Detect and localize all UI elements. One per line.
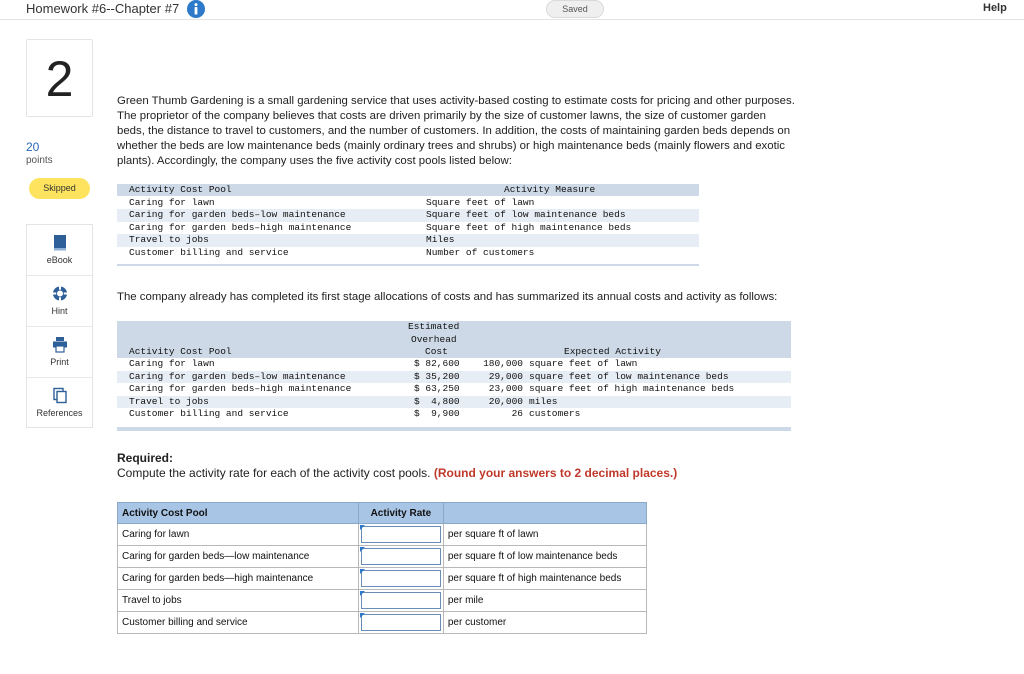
activity-rate-input-lawn[interactable] — [361, 526, 441, 543]
table-row — [117, 234, 699, 247]
header-cost-line: Estimated — [408, 321, 460, 332]
activity-pools-table — [117, 184, 699, 266]
intro-line: whether the beds are low maintenance beds (mainly ordinary trees and shrubs) or high maintenance beds (mainly flowers and exotic — [117, 140, 785, 152]
activity-rate-cell — [358, 612, 443, 634]
rounding-note: (Round your answers to 2 decimal places.) — [433, 466, 678, 480]
overhead-cost: $ 63,250 — [414, 383, 460, 394]
saved-status-badge: Saved — [546, 0, 604, 18]
ebook-icon — [52, 234, 68, 251]
table-row — [118, 590, 647, 612]
pool-name: Caring for garden beds–low maintenance — [129, 209, 346, 220]
answer-table — [117, 502, 647, 634]
table-bottom-rule — [117, 427, 791, 431]
table-spacer — [117, 259, 699, 264]
activity-rate-cell — [358, 546, 443, 568]
required-instructions — [117, 466, 677, 480]
pool-measure: Square feet of lawn — [426, 196, 535, 208]
intro-line: beds, the distance to travel to customers, and the number of customers. In addition, the costs of maintaining garden beds depends on — [117, 125, 791, 137]
overhead-cost: $ 9,900 — [414, 408, 460, 419]
activity-rate-input-billing[interactable] — [361, 614, 441, 631]
rate-unit: per square ft of lawn — [443, 524, 646, 546]
hint-icon — [52, 285, 68, 302]
references-button[interactable] — [27, 378, 92, 429]
print-button[interactable] — [27, 327, 92, 378]
activity-rate-cell — [358, 590, 443, 612]
table-row — [118, 568, 647, 590]
table-row — [118, 524, 647, 546]
pool-name: Caring for garden beds—low maintenance — [118, 546, 359, 568]
rate-unit: per square ft of high maintenance beds — [443, 568, 646, 590]
intro-line: Green Thumb Gardening is a small gardening service that uses activity-based costing to estimate costs for pricing and other purposes. — [117, 95, 795, 107]
table-row — [118, 546, 647, 568]
answer-header-row — [118, 503, 647, 524]
hint-label: Hint — [51, 306, 68, 316]
header-activity-cost-pool: Activity Cost Pool — [129, 184, 232, 195]
ebook-label: eBook — [46, 255, 73, 265]
pool-name: Customer billing and service — [129, 246, 289, 258]
table-row — [117, 197, 699, 210]
table-row — [118, 612, 647, 634]
header-cost-line: Overhead — [411, 333, 457, 345]
header-expected-activity: Expected Activity — [564, 346, 661, 357]
input-marker-icon — [360, 547, 365, 552]
activity-rate-cell — [358, 524, 443, 546]
activity-unit: customers — [529, 408, 581, 419]
pool-name: Travel to jobs — [129, 395, 209, 407]
tools-panel — [26, 224, 93, 428]
overhead-cost: $ 82,600 — [414, 358, 460, 369]
print-icon — [52, 336, 68, 353]
intro-line: plants). Accordingly, the company uses the five activity cost pools listed below: — [117, 155, 512, 167]
header-activity-cost-pool: Activity Cost Pool — [129, 346, 232, 357]
pool-measure: Square feet of high maintenance beds — [426, 221, 632, 233]
header-unit — [443, 503, 646, 524]
overhead-cost: $ 4,800 — [414, 395, 460, 407]
summary-text: The company already has completed its first stage allocations of costs and has summarized its annual costs and activity as follows: — [117, 291, 778, 303]
input-marker-icon — [360, 569, 365, 574]
pool-name: Caring for garden beds–high maintenance — [129, 221, 352, 233]
ebook-button[interactable] — [27, 225, 92, 276]
pool-measure: Miles — [426, 234, 455, 245]
points-label: points — [26, 155, 53, 166]
rate-unit: per customer — [443, 612, 646, 634]
hint-button[interactable] — [27, 276, 92, 327]
table-row — [117, 209, 699, 222]
costs-activity-table — [117, 321, 791, 432]
question-number: 2 — [26, 39, 93, 117]
pool-name: Caring for garden beds—high maintenance — [118, 568, 359, 590]
pool-measure: Number of customers — [426, 246, 535, 258]
header-activity-measure: Activity Measure — [504, 184, 596, 195]
activity-unit: square feet of lawn — [529, 358, 638, 369]
activity-rate-cell — [358, 568, 443, 590]
overhead-cost: $ 35,200 — [414, 370, 460, 382]
activity-unit: miles — [529, 395, 558, 407]
intro-line: The proprietor of the company believes that costs are driven primarily by the size of customer lawns, the size of customer garden — [117, 110, 766, 122]
activity-qty: 23,000 — [488, 383, 523, 394]
input-marker-icon — [360, 613, 365, 618]
table-header-row — [117, 184, 699, 197]
activity-unit: square feet of high maintenance beds — [529, 383, 735, 394]
rate-unit: per mile — [443, 590, 646, 612]
pool-name: Customer billing and service — [129, 408, 289, 419]
activity-qty: 20,000 — [488, 395, 523, 407]
rate-unit: per square ft of low maintenance beds — [443, 546, 646, 568]
required-text: Compute the activity rate for each of the activity cost pools. — [117, 466, 431, 480]
references-label: References — [36, 408, 83, 418]
assignment-title: Homework #6--Chapter #7 — [26, 1, 180, 16]
table-row — [117, 247, 699, 260]
print-label: Print — [50, 357, 69, 367]
activity-rate-input-low-maintenance[interactable] — [361, 548, 441, 565]
references-icon — [52, 387, 68, 404]
info-icon[interactable] — [187, 0, 205, 18]
activity-qty: 180,000 — [483, 358, 523, 369]
activity-unit: square feet of low maintenance beds — [529, 370, 729, 382]
pool-name: Travel to jobs — [118, 590, 359, 612]
activity-rate-input-high-maintenance[interactable] — [361, 570, 441, 587]
top-bar — [0, 0, 1024, 20]
required-heading: Required: — [117, 451, 174, 465]
pool-name: Caring for lawn — [129, 196, 215, 208]
points-value: 20 — [26, 140, 40, 154]
header-activity-cost-pool: Activity Cost Pool — [118, 503, 359, 524]
input-marker-icon — [360, 591, 365, 596]
pool-name: Customer billing and service — [118, 612, 359, 634]
problem-intro — [117, 94, 795, 169]
header-cost-line: Cost — [425, 346, 448, 357]
help-link[interactable]: Help — [983, 2, 1007, 14]
activity-qty: 26 — [511, 408, 523, 419]
pool-name: Caring for lawn — [129, 358, 215, 369]
activity-rate-input-travel[interactable] — [361, 592, 441, 609]
table-row — [117, 222, 699, 235]
pool-measure: Square feet of low maintenance beds — [426, 209, 626, 220]
activity-qty: 29,000 — [488, 370, 523, 382]
input-marker-icon — [360, 525, 365, 530]
pool-name: Caring for garden beds–high maintenance — [129, 383, 352, 394]
header-activity-rate: Activity Rate — [358, 503, 443, 524]
pool-name: Travel to jobs — [129, 234, 209, 245]
skipped-badge: Skipped — [29, 178, 90, 199]
pool-name: Caring for lawn — [118, 524, 359, 546]
pool-name: Caring for garden beds–low maintenance — [129, 370, 346, 382]
